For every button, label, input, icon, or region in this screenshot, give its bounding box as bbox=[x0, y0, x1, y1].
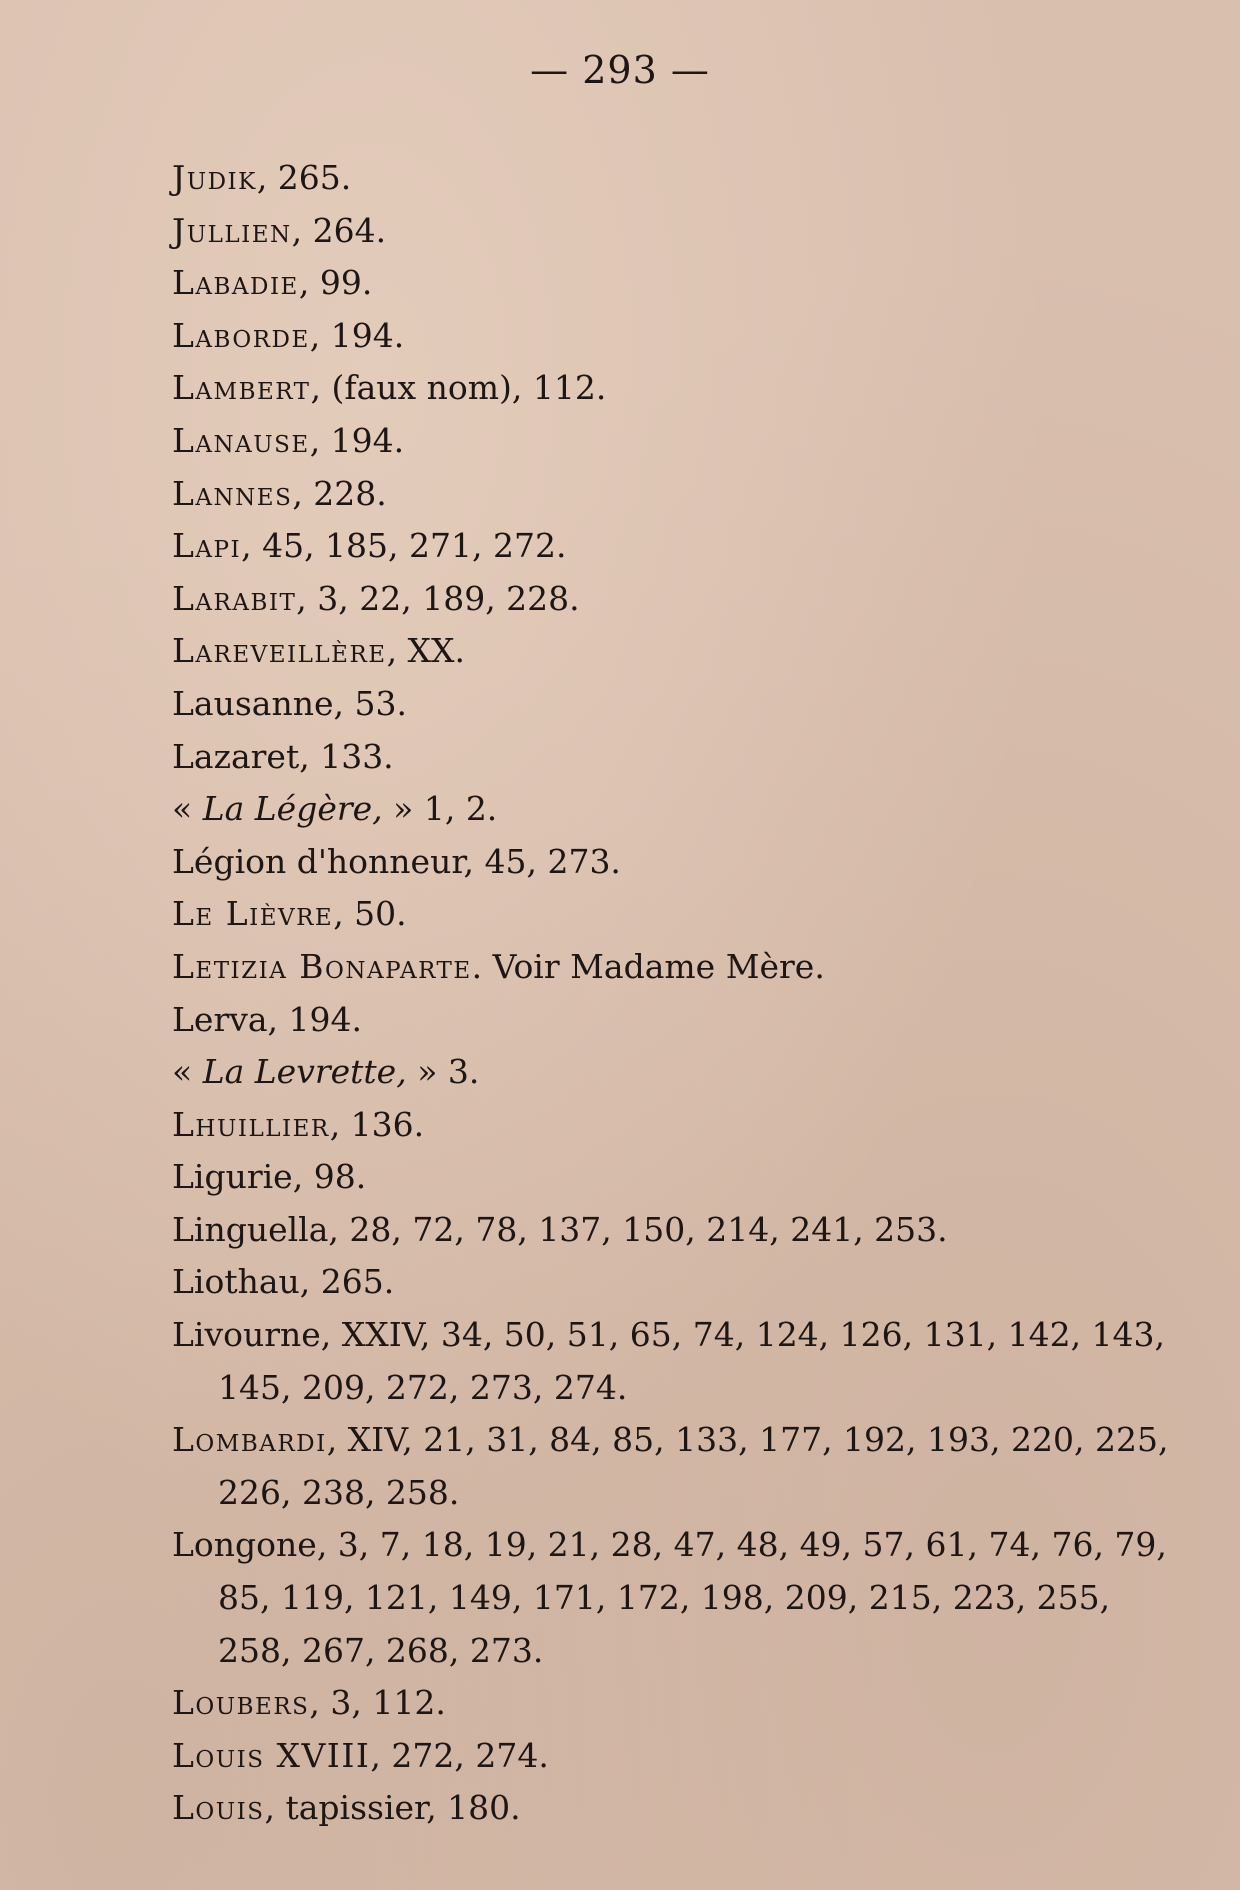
entry-references: , 99. bbox=[298, 263, 373, 303]
entry-heading: Lambert bbox=[172, 368, 311, 408]
index-entry bbox=[172, 1414, 1182, 1519]
entry-references: , 194. bbox=[309, 420, 405, 460]
index-entry bbox=[172, 1730, 1182, 1783]
entry-heading: Judik bbox=[172, 158, 257, 197]
index-entry bbox=[172, 625, 1182, 678]
entry-references: . Voir Madame Mère. bbox=[471, 946, 825, 986]
entry-references: , tapissier, 180. bbox=[264, 1788, 521, 1828]
entry-heading: Linguella bbox=[172, 1209, 329, 1249]
index-entry bbox=[172, 415, 1182, 468]
entry-heading: Lanause bbox=[172, 420, 310, 460]
entry-heading: Lerva bbox=[172, 999, 268, 1039]
entry-references: , XXIV, 34, 50, 51, 65, 74, 124, 126, 131, 142, 143, 145, 209, 272, 273, 274. bbox=[218, 1315, 1166, 1407]
entry-heading: Lhuillier bbox=[172, 1104, 330, 1144]
index-entry bbox=[172, 941, 1182, 994]
entry-references: , 3, 22, 189, 228. bbox=[296, 578, 580, 618]
entry-heading: Ligurie bbox=[172, 1157, 293, 1197]
entry-references: , XIV, 21, 31, 84, 85, 133, 177, 192, 193, 220, 225, 226, 238, 258. bbox=[218, 1420, 1169, 1512]
entry-references: , 136. bbox=[329, 1104, 425, 1144]
entry-references: , 50. bbox=[333, 894, 407, 934]
entry-references: » 1, 2. bbox=[382, 789, 498, 829]
index-entry bbox=[172, 520, 1182, 573]
entry-heading: Loubers bbox=[172, 1683, 310, 1723]
page-number: — 293 — bbox=[530, 48, 710, 92]
entry-heading: Lazaret bbox=[172, 736, 300, 776]
entry-references: , 265. bbox=[299, 1262, 395, 1302]
entry-heading: Larabit bbox=[172, 578, 297, 618]
entry-references: , 3, 7, 18, 19, 21, 28, 47, 48, 49, 57, 61, 74, 76, 79, 85, 119, 121, 149, 171, 172, 198, 209, 215, 223, 255, 258, 267, 268, 273. bbox=[218, 1525, 1167, 1670]
entry-references: , 133. bbox=[299, 736, 394, 776]
entry-references: , XX. bbox=[386, 631, 466, 671]
entry-references: , 194. bbox=[309, 315, 405, 355]
entry-heading: Lombardi bbox=[172, 1420, 327, 1460]
entry-heading: Liothau bbox=[172, 1262, 300, 1302]
index-entry bbox=[172, 1677, 1182, 1730]
index-entry bbox=[172, 1099, 1182, 1152]
entry-references: » 3. bbox=[406, 1052, 480, 1092]
index-entry bbox=[172, 1519, 1182, 1677]
index-entry bbox=[172, 836, 1182, 889]
entry-heading: Lapi bbox=[172, 526, 242, 566]
entry-references: , 53. bbox=[333, 683, 407, 723]
entry-heading: Lannes bbox=[172, 473, 293, 513]
index-entry bbox=[172, 152, 1182, 205]
index-entry bbox=[172, 257, 1182, 310]
index-entry bbox=[172, 888, 1182, 941]
entry-heading: Livourne bbox=[172, 1315, 321, 1355]
index-entry bbox=[172, 310, 1182, 363]
index-entry bbox=[172, 205, 1182, 258]
entry-heading: La Légère, bbox=[202, 789, 383, 829]
entry-heading: Légion d'honneur bbox=[172, 841, 464, 881]
index-entry bbox=[172, 1151, 1182, 1204]
entry-references: , (faux nom), 112. bbox=[310, 368, 607, 408]
index-entry bbox=[172, 1782, 1182, 1835]
entry-references: , 264. bbox=[291, 210, 387, 250]
entry-heading: Le Lièvre bbox=[172, 894, 334, 934]
index-entry bbox=[172, 468, 1182, 521]
index-entry bbox=[172, 678, 1182, 731]
index-entry bbox=[172, 783, 1182, 836]
entry-heading: Louis bbox=[172, 1788, 265, 1828]
entry-heading: Letizia Bonaparte bbox=[172, 946, 472, 986]
entry-references: , 98. bbox=[292, 1157, 367, 1197]
entry-references: , 228. bbox=[292, 473, 387, 513]
index-entry bbox=[172, 1204, 1182, 1257]
index-entry bbox=[172, 573, 1182, 626]
entry-heading: Louis XVIII bbox=[172, 1735, 371, 1775]
entry-open-quote: « bbox=[172, 1052, 203, 1092]
entry-heading: Laborde bbox=[172, 315, 310, 355]
index-list bbox=[172, 152, 1182, 1835]
entry-references: , 3, 112. bbox=[309, 1683, 446, 1723]
entry-heading: Lausanne bbox=[172, 683, 334, 723]
index-entry bbox=[172, 731, 1182, 784]
entry-heading: Labadie bbox=[172, 263, 299, 303]
entry-references: , 265. bbox=[256, 158, 352, 197]
entry-references: , 45, 185, 271, 272. bbox=[241, 526, 567, 566]
entry-heading: Lareveillère bbox=[172, 631, 387, 671]
index-entry bbox=[172, 1046, 1182, 1099]
index-entry bbox=[172, 362, 1182, 415]
entry-references: , 28, 72, 78, 137, 150, 214, 241, 253. bbox=[328, 1209, 948, 1249]
entry-heading: La Levrette, bbox=[202, 1052, 407, 1092]
index-entry bbox=[172, 1256, 1182, 1309]
entry-references: , 272, 274. bbox=[370, 1735, 549, 1775]
entry-references: , 194. bbox=[267, 999, 363, 1039]
entry-heading: Longone bbox=[172, 1525, 317, 1565]
index-entry bbox=[172, 994, 1182, 1047]
index-entry bbox=[172, 1309, 1182, 1414]
entry-open-quote: « bbox=[172, 789, 203, 829]
entry-references: , 45, 273. bbox=[463, 841, 621, 881]
entry-heading: Jullien bbox=[172, 210, 292, 250]
